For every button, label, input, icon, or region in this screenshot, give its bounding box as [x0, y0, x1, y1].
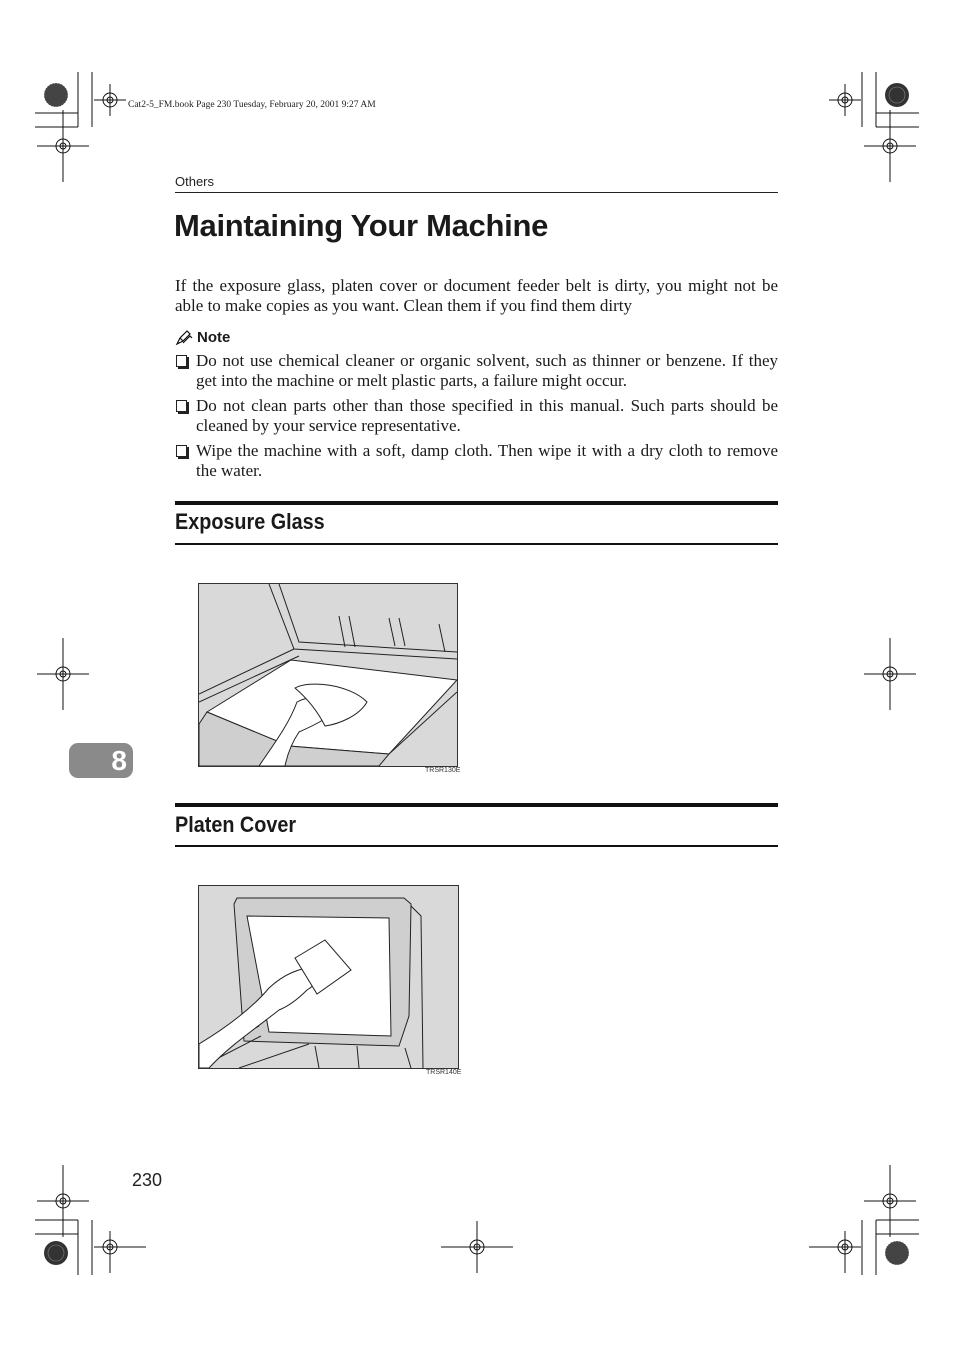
running-header: Others — [175, 174, 215, 189]
page-title: Maintaining Your Machine — [174, 208, 549, 243]
note-text: Do not clean parts other than those specified in this manual. Such parts should be cleaned by your service representative. — [196, 396, 778, 435]
list-item — [175, 396, 778, 436]
note-heading — [175, 329, 230, 346]
exposure-glass-illustration — [198, 583, 458, 767]
header-rule — [175, 192, 778, 193]
section-heading-platen-cover: Platen Cover — [175, 812, 297, 837]
print-info: Cat2-5_FM.book Page 230 Tuesday, February 20, 2001 9:27 AM — [128, 100, 376, 110]
figure-code: TRSR130E — [425, 767, 461, 774]
checkbox-bullet-icon — [176, 445, 187, 457]
list-item — [175, 351, 778, 391]
checkbox-bullet-icon — [176, 400, 187, 412]
note-label: Note — [197, 329, 231, 346]
section-rule-top — [175, 803, 778, 807]
list-item — [175, 441, 778, 481]
intro-paragraph: If the exposure glass, platen cover or document feeder belt is dirty, you might not be able to make copies as you want. Clean them if you find them dirty — [175, 276, 778, 315]
note-text: Do not use chemical cleaner or organic solvent, such as thinner or benzene. If they get into the machine or melt plastic parts, a failure might occur. — [196, 351, 778, 390]
note-text: Wipe the machine with a soft, damp cloth. Then wipe it with a dry cloth to remove the water. — [196, 441, 778, 480]
section-rule-bottom — [175, 845, 778, 847]
page-number: 230 — [132, 1170, 163, 1190]
figure-code: TRSR140E — [426, 1069, 462, 1076]
section-rule-bottom — [175, 543, 778, 545]
checkbox-bullet-icon — [176, 355, 187, 367]
pencil-icon — [175, 330, 193, 346]
note-list — [175, 351, 778, 486]
section-rule-top — [175, 501, 778, 505]
chapter-tab: 8 — [69, 743, 133, 778]
section-heading-exposure-glass: Exposure Glass — [175, 509, 325, 534]
platen-cover-illustration — [198, 885, 459, 1069]
